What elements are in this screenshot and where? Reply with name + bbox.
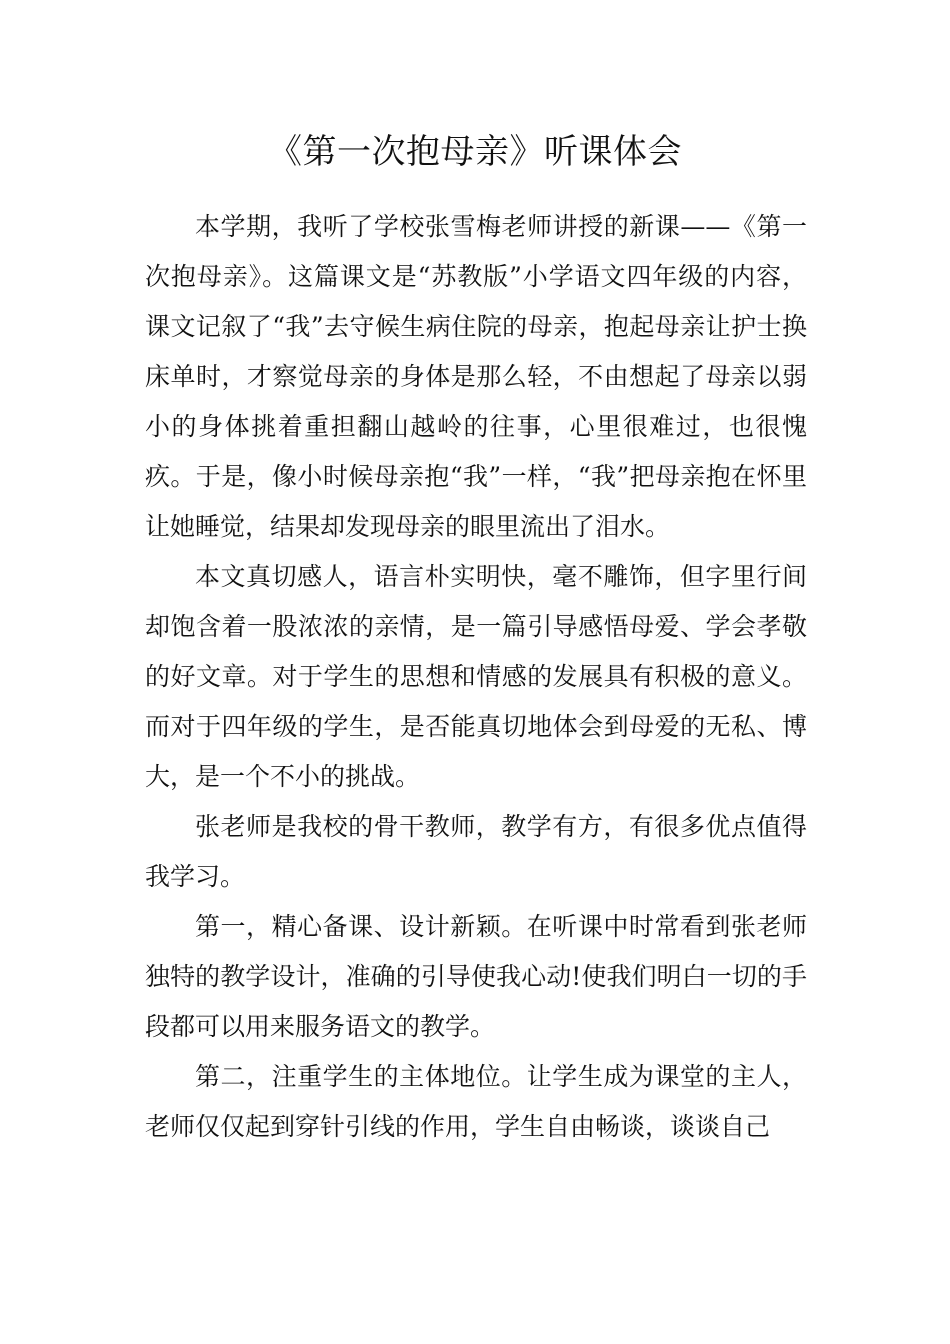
paragraph-4: 第一，精心备课、设计新颖。在听课中时常看到张老师独特的教学设计，准确的引导使我心动!使我们明白一切的手段都可以用来服务语文的教学。 xyxy=(145,912,807,1041)
paragraph-3: 张老师是我校的骨干教师，教学有方，有很多优点值得我学习。 xyxy=(145,812,807,891)
document-title: 《第一次抱母亲》听课体会 xyxy=(268,132,682,172)
paragraph-5: 第二，注重学生的主体地位。让学生成为课堂的主人，老师仅仅起到穿针引线的作用，学生自由畅谈，谈谈自己 xyxy=(145,1062,807,1141)
paragraph-1: 本学期，我听了学校张雪梅老师讲授的新课——《第一次抱母亲》。这篇课文是“苏教版”小学语文四年级的内容，课文记叙了“我”去守候生病住院的母亲，抱起母亲让护士换床单时，才察觉母亲的身体是那么轻，不由想起了母亲以弱小的身体挑着重担翻山越岭的往事，心里很难过，也很愧疚。于是，像小时候母亲抱“我”一样，“我”把母亲抱在怀里让她睡觉，结果却发现母亲的眼里流出了泪水。 xyxy=(145,212,807,541)
paragraph-2: 本文真切感人，语言朴实明快，毫不雕饰，但字里行间却饱含着一股浓浓的亲情，是一篇引导感悟母爱、学会孝敬的好文章。对于学生的思想和情感的发展具有积极的意义。而对于四年级的学生，是否能真切地体会到母爱的无私、博大，是一个不小的挑战。 xyxy=(145,562,807,791)
document-body xyxy=(145,202,807,1152)
